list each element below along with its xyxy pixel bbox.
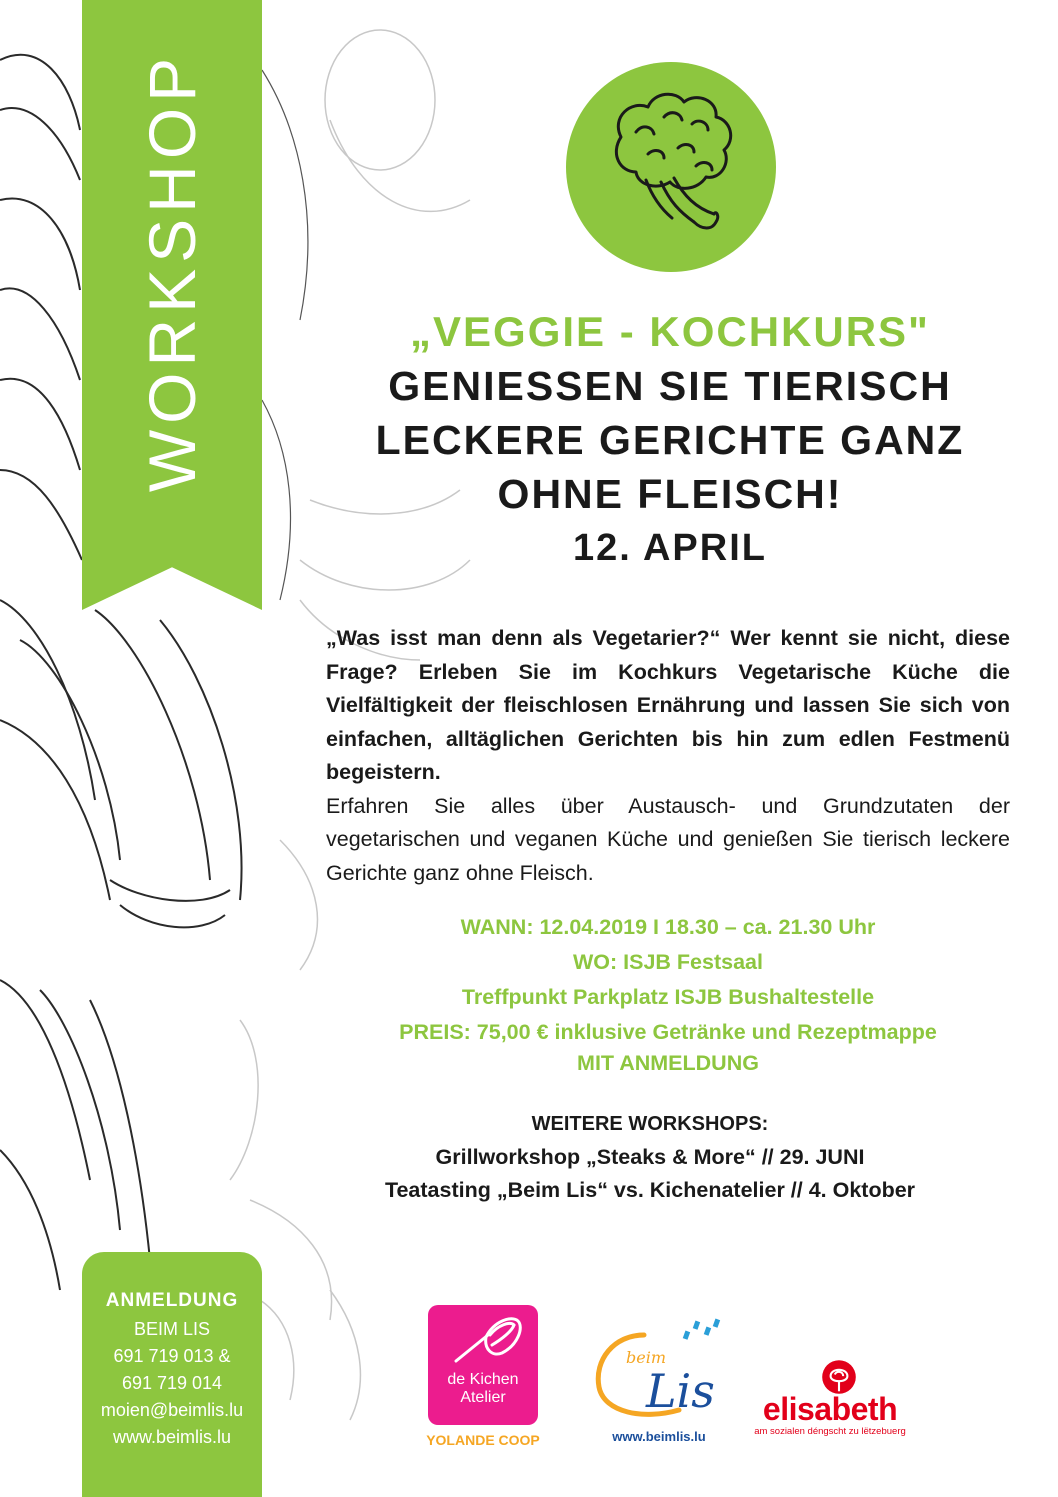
beim-lis-beim: beim [626, 1348, 666, 1367]
ribbon-label: WORKSHOP [135, 51, 209, 493]
contact-email[interactable]: moien@beimlis.lu [100, 1400, 244, 1420]
contact-phone-2: 691 719 014 [121, 1373, 223, 1393]
kichen-subtitle: YOLANDE COOP [426, 1432, 540, 1448]
workshop-item-grill: Grillworkshop „Steaks & More“ // 29. JUNI [435, 1145, 865, 1169]
kichen-line-1: de Kichen [447, 1371, 519, 1388]
contact-phone-1: 691 719 013 & [113, 1346, 231, 1366]
elisabeth-subtitle: am sozialen déngscht zu lëtzebuerg [754, 1426, 906, 1437]
headline-line-2: LECKERE GERICHTE GANZ [375, 417, 965, 463]
description [326, 622, 1010, 890]
elisabeth-name: elisabeth [762, 1391, 898, 1427]
more-workshops [300, 1108, 1000, 1207]
beim-lis-lis: Lis [646, 1364, 715, 1418]
elisabeth-logo [745, 1392, 915, 1438]
whisk-icon [428, 1305, 538, 1375]
kichen-line-2: Atelier [460, 1389, 506, 1406]
contact-name: BEIM LIS [133, 1319, 211, 1339]
contact-website[interactable]: www.beimlis.lu [112, 1427, 232, 1447]
intro-normal: Erfahren Sie alles über Austausch- und Grundzutaten der vegetarischen und veganen Küche und genießen Sie tierisch leckere Gerichte ganz ohne Fleisch. [326, 793, 1010, 885]
more-workshops-title: WEITERE WORKSHOPS: [531, 1113, 769, 1135]
intro-bold: „Was isst man denn als Vegetarier?“ Wer kennt sie nicht, diese Frage? Erleben Sie im Kochkurs Vegetarische Küche die Vielfältigkeit der fleischlosen Ernährung und lassen Sie sich von einfachen, alltäglichen Gerichten bis hin zum edlen Festmenü begeistern. [326, 626, 1010, 784]
cauliflower-badge [566, 62, 776, 272]
kichen-atelier-logo [428, 1305, 538, 1425]
detail-preis: PREIS: 75,00 € inklusive Getränke und Rezeptmappe [399, 1020, 937, 1044]
cauliflower-icon [566, 62, 776, 272]
headline-line-1: GENIESSEN SIE TIERISCH [388, 363, 952, 409]
event-details [326, 910, 1010, 1081]
course-title: „VEGGIE - KOCHKURS" [410, 308, 930, 355]
beim-lis-url: www.beimlis.lu [612, 1429, 706, 1444]
detail-anmeldung: MIT ANMELDUNG [577, 1051, 759, 1075]
contact-title: ANMELDUNG [105, 1290, 239, 1311]
detail-wo: WO: ISJB Festsaal [573, 950, 763, 974]
detail-treffpunkt: Treffpunkt Parkplatz ISJB Bushaltestelle [461, 985, 875, 1009]
workshop-item-tea: Teatasting „Beim Lis“ vs. Kichenatelier // 4. Oktober [384, 1178, 916, 1202]
headline [300, 305, 1040, 575]
detail-wann: WANN: 12.04.2019 I 18.30 – ca. 21.30 Uhr [460, 915, 876, 939]
event-date: 12. APRIL [573, 527, 767, 569]
beim-lis-logo [584, 1315, 734, 1425]
contact-box [82, 1252, 262, 1497]
headline-line-3: OHNE FLEISCH! [497, 471, 843, 517]
